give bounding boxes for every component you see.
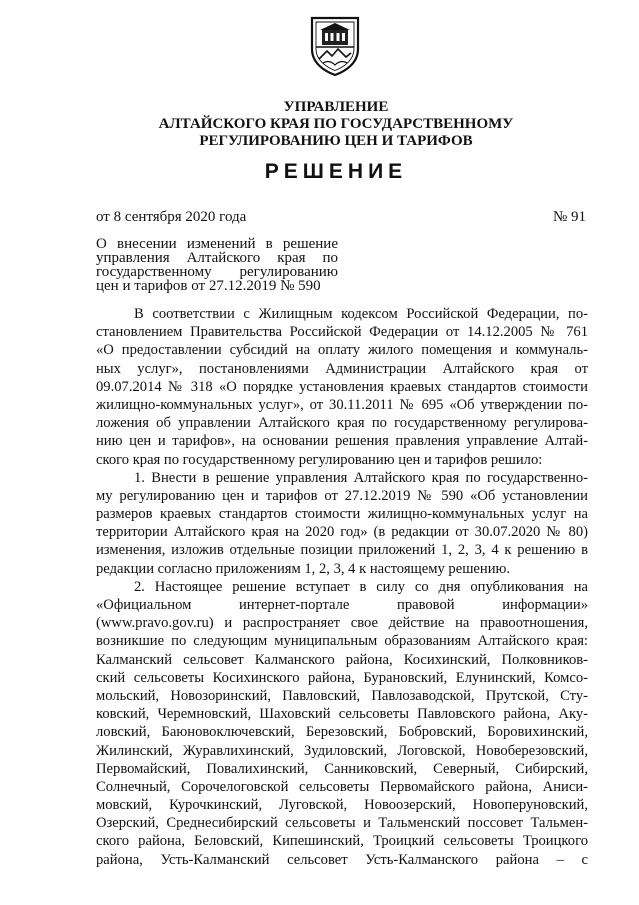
body-line: жилищно-коммунальных услуг», от 30.11.2011 № 695 «Об утверждении по-	[96, 396, 588, 413]
body-line: территории Алтайского края на 2020 год» (в редакции от 30.07.2020 № 80)	[96, 524, 588, 541]
body-line: Солнечный, Сорочелоговской сельсоветы Первомайского района, Аниси-	[96, 778, 588, 795]
agency-header-line-1: УПРАВЛЕНИЕ	[283, 99, 389, 115]
body-line: Калманский сельсовет Калманского района, Косихинский, Полковников-	[96, 651, 588, 668]
document-type-title: РЕШЕНИЕ	[264, 160, 408, 183]
body-line: мольский, Новозоринский, Павловский, Павлозаводской, Прутской, Сту-	[96, 687, 588, 704]
decision-subject	[96, 237, 338, 293]
subject-line: управления Алтайского края по	[96, 250, 338, 266]
body-line: ского района, Беловский, Кипешинский, Троицкий сельсоветы Троицкого	[96, 833, 588, 850]
body-line: 1. Внести в решение управления Алтайского края по государственно-	[134, 469, 588, 486]
agency-header-line-3: РЕГУЛИРОВАНИЮ ЦЕН И ТАРИФОВ	[199, 133, 473, 149]
body-line: размеров краевых стандартов стоимости жилищно-коммунальных услуг на	[96, 506, 588, 523]
body-line: нию цен и тарифов», на основании решения правления управление Алтай-	[96, 433, 588, 450]
body-line: ложения об управлении Алтайского края по государственному регулирова-	[96, 415, 588, 432]
body-line: Первомайский, Повалихинский, Санниковский, Северный, Сибирский,	[96, 760, 588, 777]
body-line: ский сельсоветы Косихинского района, Бурановский, Елунинский, Комсо-	[96, 669, 588, 686]
body-line: редакции согласно приложениям 1, 2, 3, 4 к настоящему решению.	[96, 560, 511, 577]
agency-header	[100, 99, 572, 150]
body-line: ковский, Черемновский, Шаховский сельсоветы Павловского района, Аку-	[96, 706, 588, 723]
body-line: возникшие по следующим муниципальным образованиям Алтайского края:	[96, 633, 588, 650]
body-line: Жилинский, Журавлихинский, Зудиловский, Логовской, Новоберезовский,	[96, 742, 588, 759]
body-line: (www.pravo.gov.ru) и распространяет свое действие на правоотношения,	[96, 615, 588, 632]
body-line: изменения, изложив отдельные позиции приложений 1, 2, 3, 4 к решению в	[96, 542, 588, 559]
body-line: му регулированию цен и тарифов от 27.12.2019 № 590 «Об установлении	[96, 487, 588, 504]
body-line: В соответствии с Жилищным кодексом Российской Федерации, по-	[134, 306, 588, 322]
body-line: 2. Настоящее решение вступает в силу со дня опубликования на	[134, 578, 588, 595]
agency-header-line-2: АЛТАЙСКОГО КРАЯ ПО ГОСУДАРСТВЕННОМУ	[158, 116, 514, 132]
body-line: ского края по государственному регулированию цен и тарифов решило:	[96, 451, 543, 468]
subject-line: О внесении изменений в решение	[96, 236, 338, 252]
subject-line: цен и тарифов от 27.12.2019 № 590	[96, 278, 321, 294]
body-line: ных услуг», постановлениями Администрации Алтайского края от	[96, 360, 588, 377]
body-line: ловский, Баюновоключевский, Березовский, Бобровский, Боровихинский,	[96, 724, 588, 741]
coat-of-arms-icon	[308, 15, 362, 77]
decision-number: № 91	[552, 209, 586, 225]
decision-body	[96, 305, 588, 869]
decision-date: от 8 сентября 2020 года	[96, 209, 247, 225]
body-line: 09.07.2014 № 318 «О порядке установления краевых стандартов стоимости	[96, 378, 588, 395]
body-line: «Официальном интернет-портале правовой информации»	[96, 597, 588, 613]
subject-line: государственному регулированию	[96, 264, 338, 280]
body-line: Озерский, Среднесибирский сельсоветы и Тальменский поссовет Тальмен-	[96, 815, 588, 832]
body-line: становлением Правительства Российской Федерации от 14.12.2005 № 761	[96, 324, 588, 341]
body-line: «О предоставлении субсидий на оплату жилого помещения и коммуналь-	[96, 342, 588, 359]
body-line: мовский, Курочкинский, Луговской, Новоозерский, Новоперуновский,	[96, 797, 588, 814]
body-line: района, Усть-Калманский сельсовет Усть-Калманского района – с	[96, 851, 588, 868]
